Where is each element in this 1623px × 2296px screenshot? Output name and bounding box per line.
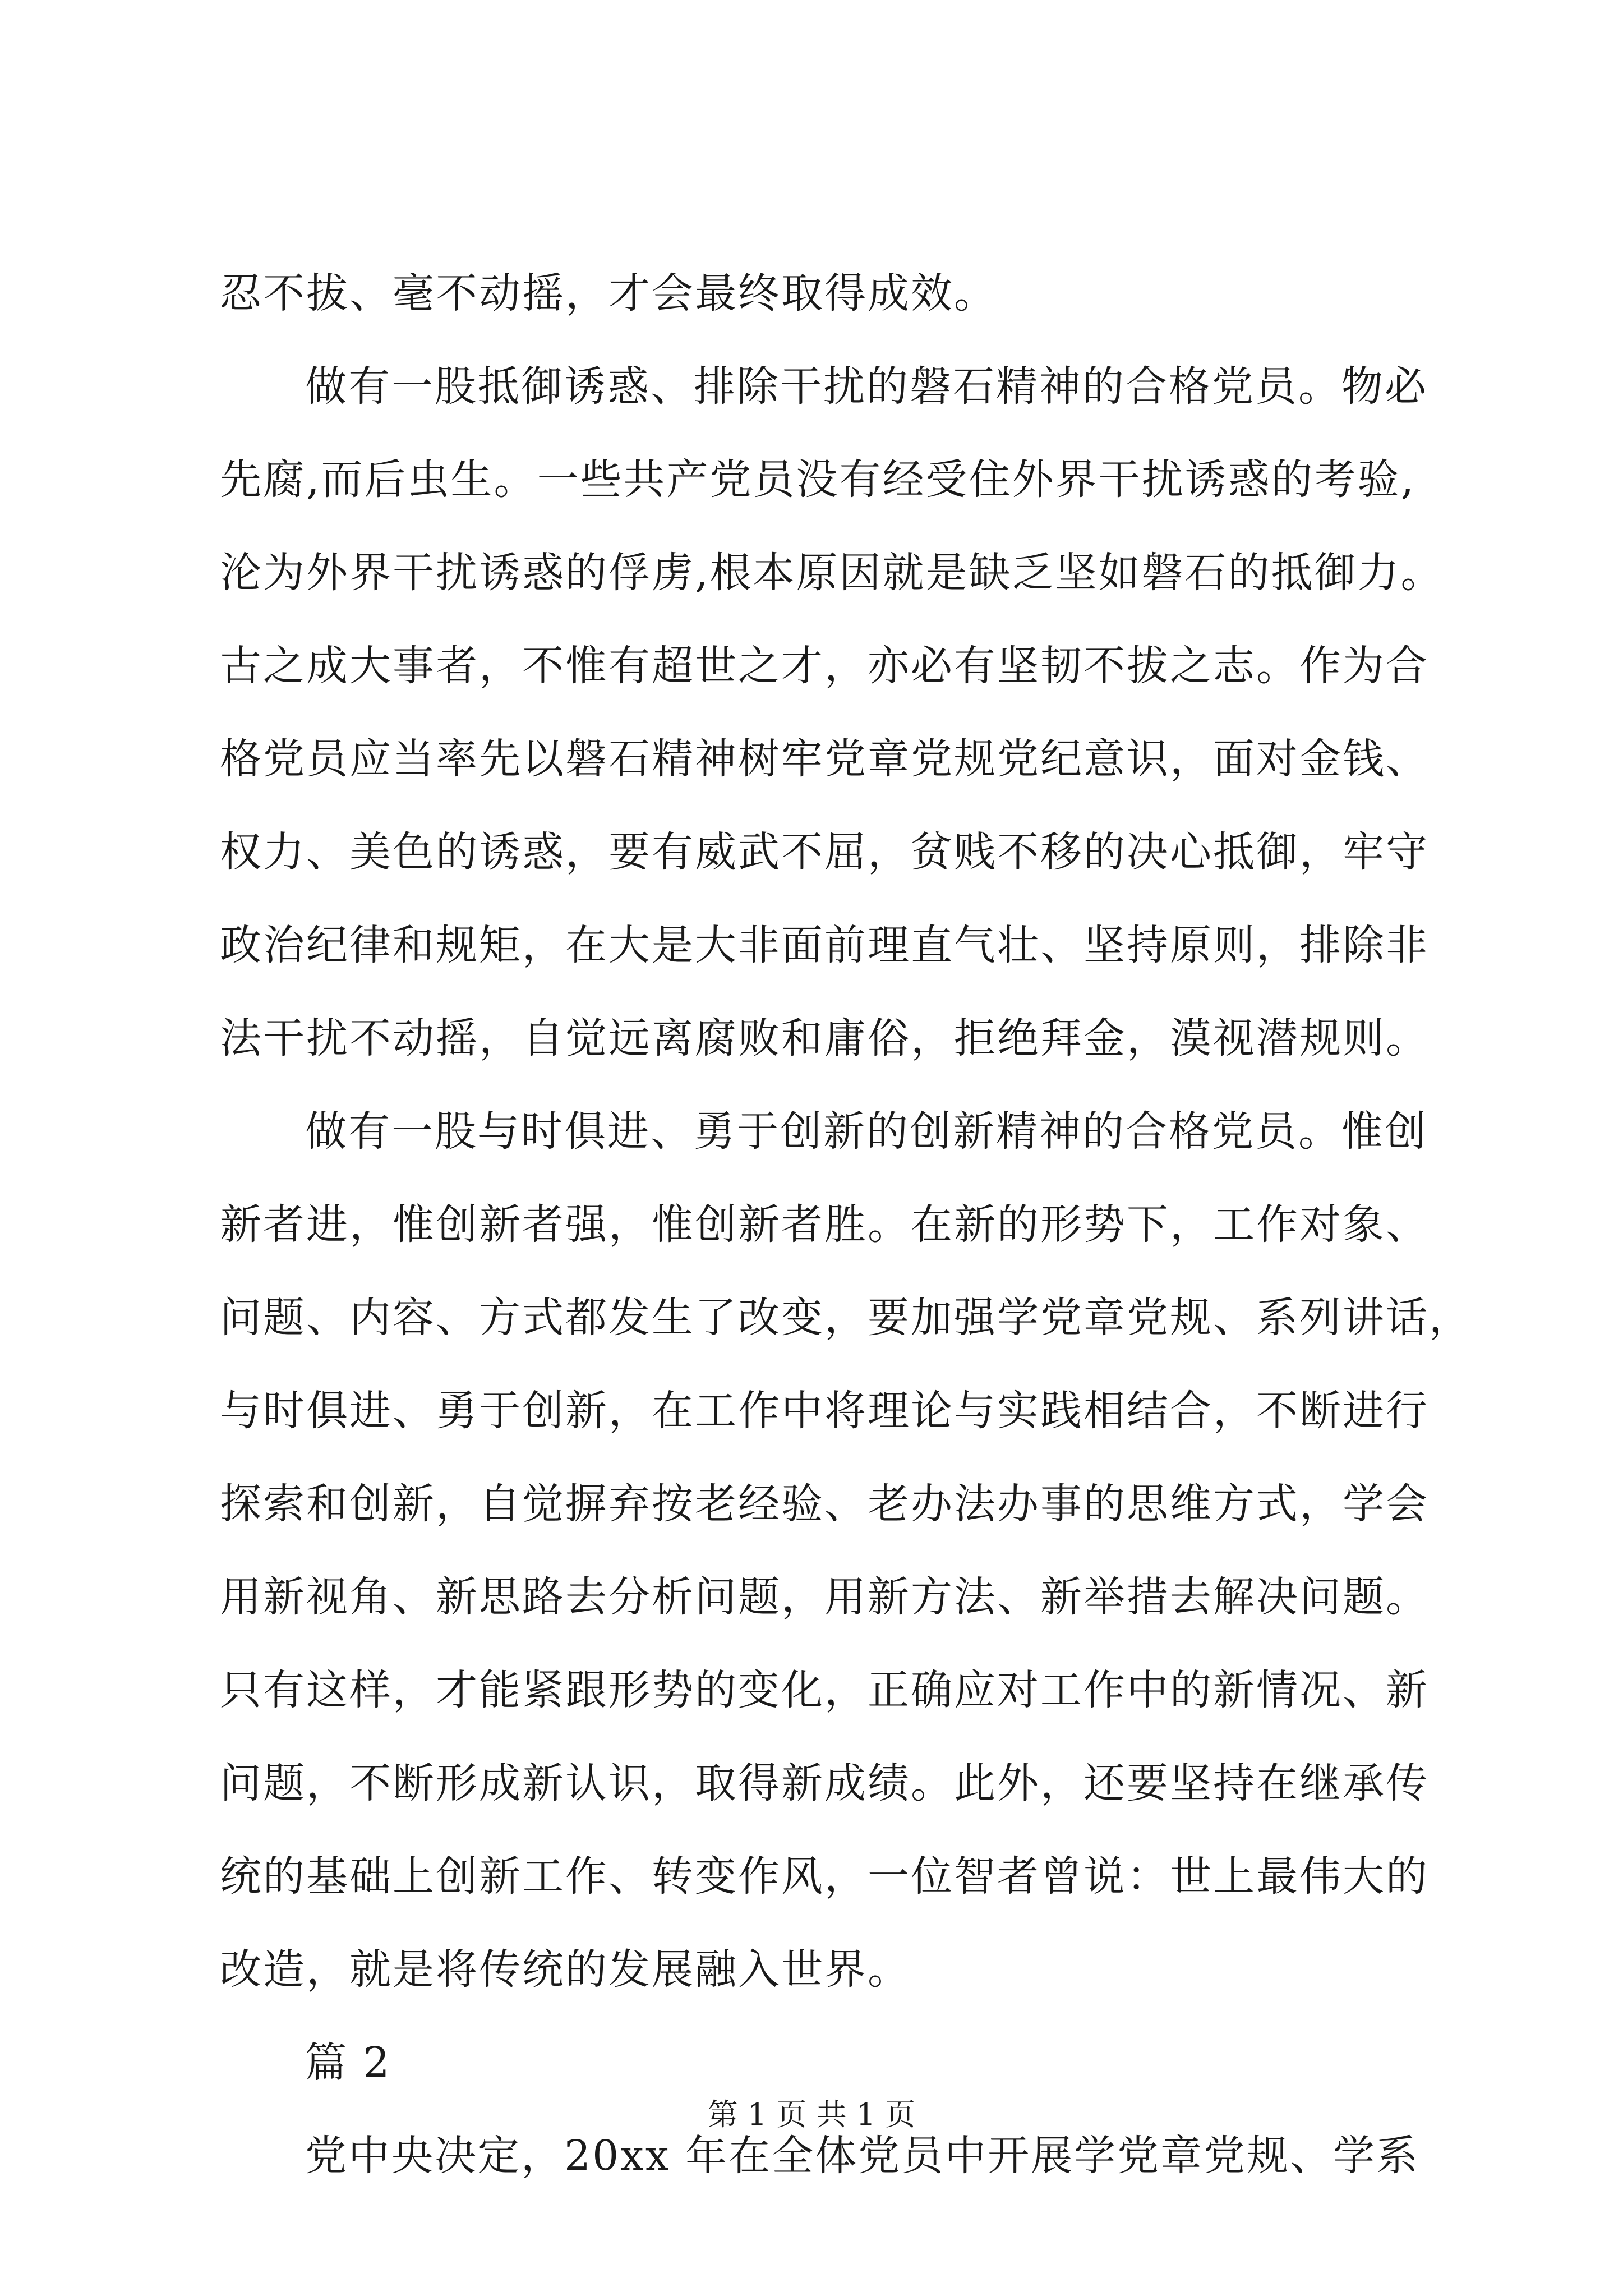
- text-line: 先腐,而后虫生。一些共产党员没有经受住外界干扰诱惑的考验,: [220, 455, 1416, 504]
- text-line: 问题、内容、方式都发生了改变，要加强学党章党规、系列讲话，: [220, 1294, 1472, 1342]
- text-line: 法干扰不动摇，自觉远离腐败和庸俗，拒绝拜金，漠视潜规则。: [220, 1014, 1429, 1062]
- page-footer: 第 1 页 共 1 页: [707, 2097, 916, 2132]
- paragraph-first-line: 做有一股与时俱进、勇于创新的创新精神的合格党员。惟创: [305, 1107, 1428, 1156]
- text-line: 忍不拔、毫不动摇，才会最终取得成效。: [220, 269, 997, 318]
- text-line: 沦为外界干扰诱惑的俘虏,根本原因就是缺乏坚如磐石的抵御力。: [220, 549, 1444, 597]
- text-line: 古之成大事者，不惟有超世之才，亦必有坚韧不拔之志。作为合: [220, 642, 1429, 690]
- text-line: 探索和创新，自觉摒弃按老经验、老办法办事的思维方式，学会: [220, 1480, 1429, 1528]
- text-line: 改造，就是将传统的发展融入世界。: [220, 1945, 911, 1994]
- text-line: 只有这样，才能紧跟形势的变化，正确应对工作中的新情况、新: [220, 1666, 1429, 1714]
- text-line: 问题，不断形成新认识，取得新成绩。此外，还要坚持在继承传: [220, 1759, 1429, 1807]
- paragraph-first-line: 党中央决定，20xx 年在全体党员中开展学党章党规、学系: [305, 2132, 1420, 2180]
- text-line: 统的基础上创新工作、转变作风，一位智者曾说：世上最伟大的: [220, 1852, 1429, 1901]
- paragraph-first-line: 做有一股抵御诱惑、排除干扰的磐石精神的合格党员。物必: [305, 362, 1428, 411]
- text-line: 权力、美色的诱惑，要有威武不屈，贫贱不移的决心抵御，牢守: [220, 828, 1429, 876]
- section-heading: 篇 2: [305, 2039, 391, 2087]
- text-line: 与时俱进、勇于创新，在工作中将理论与实践相结合，不断进行: [220, 1387, 1429, 1435]
- document-body: [220, 247, 1472, 2202]
- text-line: 新者进，惟创新者强，惟创新者胜。在新的形势下，工作对象、: [220, 1200, 1429, 1249]
- text-line: 用新视角、新思路去分析问题，用新方法、新举措去解决问题。: [220, 1573, 1429, 1621]
- text-line: 政治纪律和规矩，在大是大非面前理直气壮、坚持原则，排除非: [220, 921, 1429, 969]
- text-line: 格党员应当率先以磐石精神树牢党章党规党纪意识，面对金钱、: [220, 735, 1429, 783]
